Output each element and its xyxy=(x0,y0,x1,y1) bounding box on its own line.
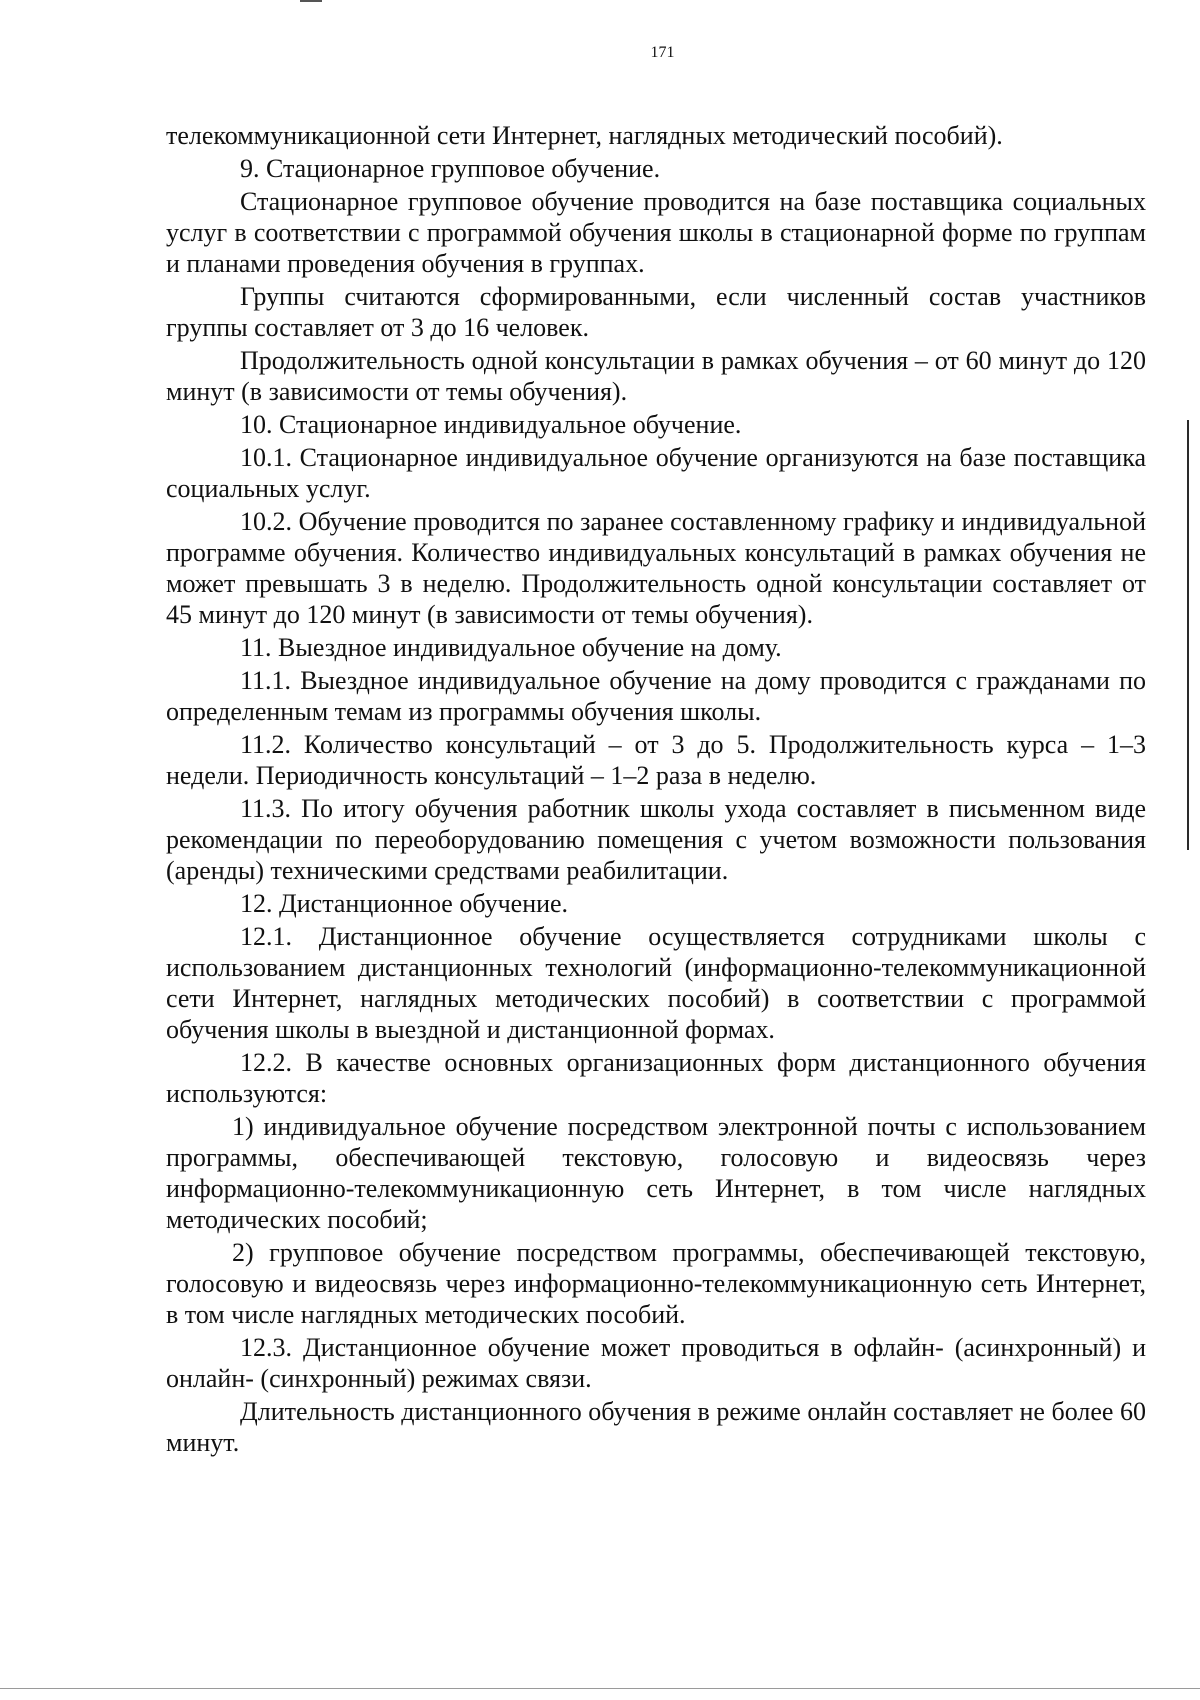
scan-bottom-line xyxy=(0,1688,1200,1689)
paragraph-10-1: 10.1. Стационарное индивидуальное обучение организуются на базе поставщика социальных услуг. xyxy=(166,443,1146,503)
section-heading-11: 11. Выездное индивидуальное обучение на дому. xyxy=(240,633,782,662)
paragraph-10-2: 10.2. Обучение проводится по заранее составленному графику и индивидуальной программе обучения. Количество индивидуальных консультаций в рамках обучения не может превышать 3 в неделю. Продолжительность одной консультации составляет от 45 минут до 120 минут (в зависимости от темы обучения). xyxy=(166,507,1146,629)
section-heading-9: 9. Стационарное групповое обучение. xyxy=(240,154,661,183)
scan-edge-line xyxy=(1187,420,1189,850)
paragraph-11-2: 11.2. Количество консультаций – от 3 до 5. Продолжительность курса – 1–3 недели. Периодичность консультаций – 1–2 раза в неделю. xyxy=(166,730,1146,790)
paragraph: Группы считаются сформированными, если численный состав участников группы составляет от 3 до 16 человек. xyxy=(166,282,1146,342)
paragraph-12-1: 12.1. Дистанционное обучение осуществляется сотрудниками школы с использованием дистанционных технологий (информационно-телекоммуникационной сети Интернет, наглядных методических пособий) в соответствии с программой обучения школы в выездной и дистанционной формах. xyxy=(166,922,1146,1044)
paragraph-continuation: телекоммуникационной сети Интернет, наглядных методический пособий). xyxy=(166,121,1003,150)
section-heading-12: 12. Дистанционное обучение. xyxy=(240,889,569,918)
paragraph-12-2: 12.2. В качестве основных организационных форм дистанционного обучения используются: xyxy=(166,1048,1146,1108)
paragraph-12-3: 12.3. Дистанционное обучение может проводиться в офлайн- (асинхронный) и онлайн- (синхронный) режимах связи. xyxy=(166,1333,1146,1393)
list-item-1: 1) индивидуальное обучение посредством электронной почты с использованием программы, обеспечивающей текстовую, голосовую и видеосвязь через информационно-телекоммуникационную сеть Интернет, в том числе наглядных методических пособий; xyxy=(166,1112,1146,1234)
page-number: 171 xyxy=(650,44,675,61)
paragraph-11-3: 11.3. По итогу обучения работник школы ухода составляет в письменном виде рекомендации по переоборудованию помещения с учетом возможности пользования (аренды) техническими средствами реабилитации. xyxy=(166,794,1146,885)
paragraph: Продолжительность одной консультации в рамках обучения – от 60 минут до 120 минут (в зависимости от темы обучения). xyxy=(166,346,1146,406)
list-item-2: 2) групповое обучение посредством программы, обеспечивающей текстовую, голосовую и видеосвязь через информационно-телекоммуникационную сеть Интернет, в том числе наглядных методических пособий. xyxy=(166,1238,1146,1329)
section-heading-10: 10. Стационарное индивидуальное обучение. xyxy=(240,410,742,439)
document-body xyxy=(166,120,1146,1460)
paragraph-11-1: 11.1. Выездное индивидуальное обучение на дому проводится с гражданами по определенным темам из программы обучения школы. xyxy=(166,666,1146,726)
paragraph: Стационарное групповое обучение проводится на базе поставщика социальных услуг в соответствии с программой обучения школы в стационарной форме по группам и планами проведения обучения в группах. xyxy=(166,187,1146,278)
scan-mark xyxy=(300,0,322,8)
paragraph: Длительность дистанционного обучения в режиме онлайн составляет не более 60 минут. xyxy=(166,1397,1146,1457)
